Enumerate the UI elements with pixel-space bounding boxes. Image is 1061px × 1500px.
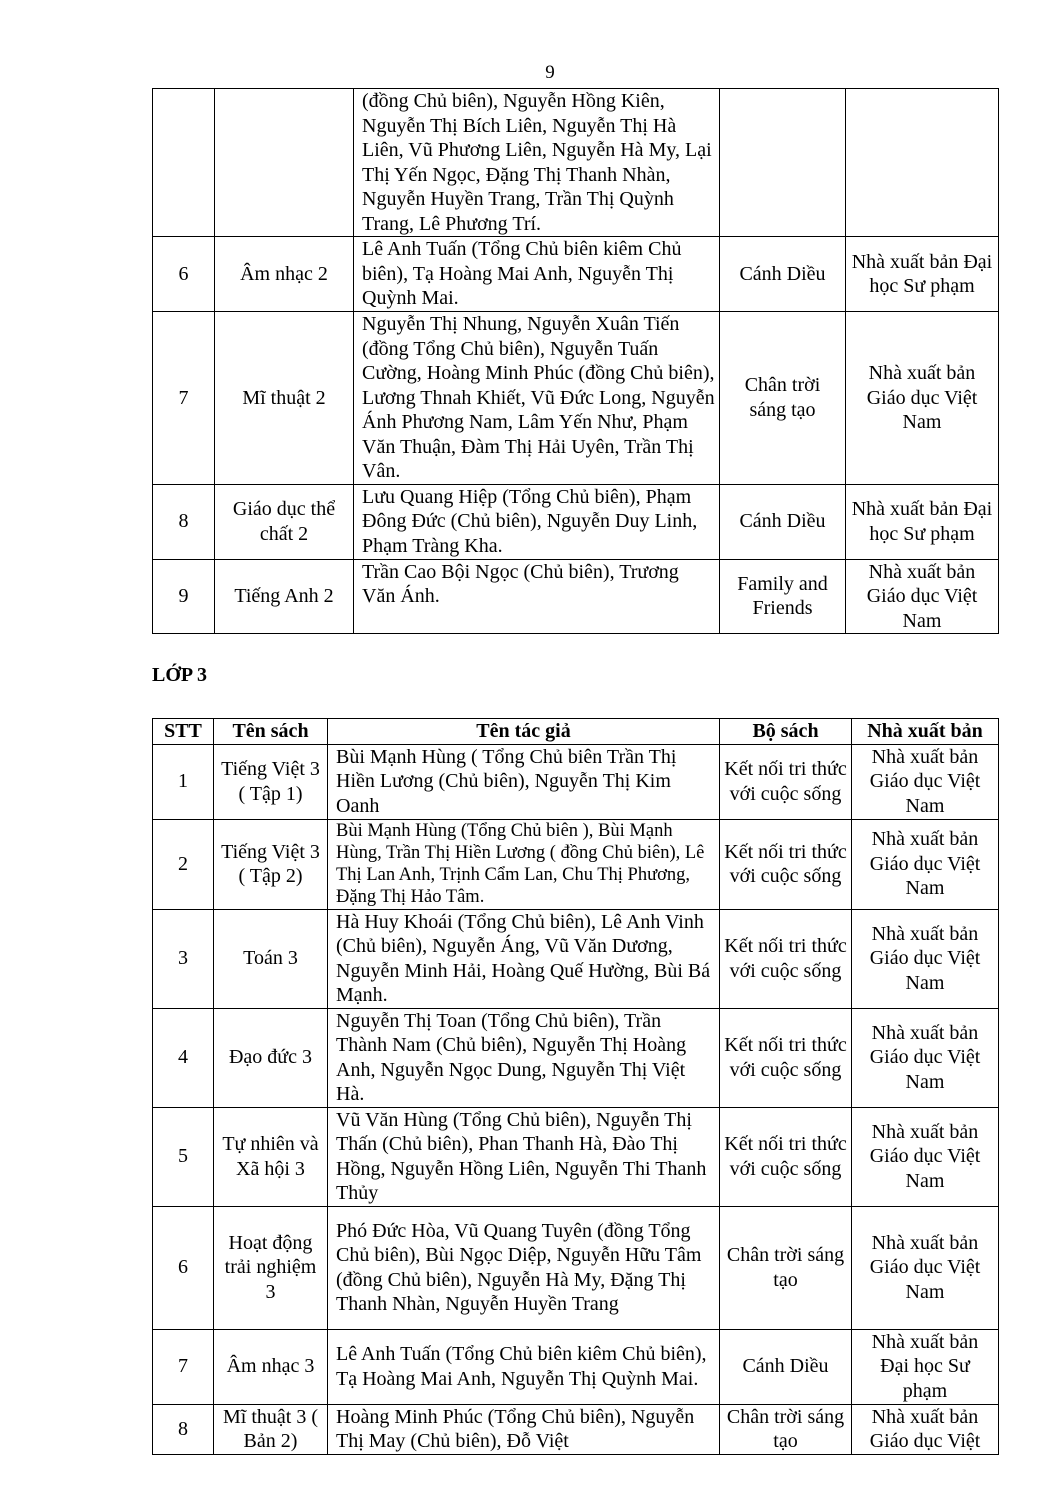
book-title-cell: Đạo đức 3 [214,1008,328,1107]
page-number: 9 [545,62,555,83]
author-cell: (đồng Chủ biên), Nguyễn Hồng Kiên, Nguyễn Thị Bích Liên, Nguyễn Thị Hà Liên, Vũ Phương Liên, Nguyễn Hà My, Lại Thị Yến Ngọc, Đặng Thị Thanh Nhàn, Nguyễn Huyền Trang, Trần Thị Quỳnh Trang, Lê Phương Trí. [354,89,720,237]
table-row [153,1404,999,1454]
publisher-cell: Nhà xuất bản Đại học Sư phạm [846,484,999,559]
header-book-title: Tên sách [214,719,328,745]
table-row [153,909,999,1008]
grade-2-book-table [152,88,999,634]
stt-cell: 8 [153,484,215,559]
table-row [153,1008,999,1107]
stt-cell: 1 [153,744,214,819]
publisher-cell: Nhà xuất bản Giáo dục Việt Nam [852,819,999,909]
stt-cell: 4 [153,1008,214,1107]
book-title-cell: Mĩ thuật 2 [215,312,354,485]
book-title-cell [215,89,354,237]
publisher-cell: Nhà xuất bản Giáo dục Việt Nam [852,1008,999,1107]
header-book-series: Bộ sách [720,719,852,745]
stt-cell: 6 [153,237,215,312]
author-cell: Phó Đức Hòa, Vũ Quang Tuyên (đồng Tổng Chủ biên), Bùi Ngọc Diệp, Nguyễn Hữu Tâm (đồng Chủ biên), Nguyễn Hà My, Đặng Thị Thanh Nhàn, Nguyễn Huyền Trang [328,1206,720,1329]
author-cell: Lưu Quang Hiệp (Tổng Chủ biên), Phạm Đông Đức (Chủ biên), Nguyễn Duy Linh, Phạm Tràng Kha. [354,484,720,559]
book-series-cell: Kết nối tri thức với cuộc sống [720,819,852,909]
author-cell: Lê Anh Tuấn (Tổng Chủ biên kiêm Chủ biên), Tạ Hoàng Mai Anh, Nguyễn Thị Quỳnh Mai. [328,1329,720,1404]
book-series-cell: Family and Friends [720,559,846,634]
publisher-cell: Nhà xuất bản Giáo dục Việt Nam [846,312,999,485]
book-series-cell: Cánh Diều [720,484,846,559]
author-cell: Hà Huy Khoái (Tổng Chủ biên), Lê Anh Vinh (Chủ biên), Nguyễn Áng, Vũ Văn Dương, Nguyễn Minh Hải, Hoàng Quế Hường, Bùi Bá Mạnh. [328,909,720,1008]
book-title-cell: Âm nhạc 2 [215,237,354,312]
book-title-cell: Tiếng Việt 3 ( Tập 2) [214,819,328,909]
publisher-cell: Nhà xuất bản Đại học Sư phạm [852,1329,999,1404]
publisher-cell: Nhà xuất bản Đại học Sư phạm [846,237,999,312]
book-series-cell: Kết nối tri thức với cuộc sống [720,1008,852,1107]
publisher-cell: Nhà xuất bản Giáo dục Việt Nam [846,559,999,634]
book-title-cell: Mĩ thuật 3 ( Bản 2) [214,1404,328,1454]
stt-cell: 3 [153,909,214,1008]
table-row [153,1107,999,1206]
table-row [153,89,999,237]
stt-cell: 2 [153,819,214,909]
book-title-cell: Tiếng Việt 3 ( Tập 1) [214,744,328,819]
book-title-cell: Hoạt động trải nghiệm 3 [214,1206,328,1329]
book-series-cell: Cánh Diều [720,237,846,312]
author-cell: Nguyễn Thị Nhung, Nguyễn Xuân Tiến (đồng Tổng Chủ biên), Nguyễn Tuấn Cường, Hoàng Minh Phúc (đồng Chủ biên), Lương Thnah Khiết, Vũ Đức Long, Nguyễn Ánh Phương Nam, Lâm Yến Như, Phạm Văn Thuận, Đàm Thị Hải Uyên, Trần Thị Vân. [354,312,720,485]
book-series-cell: Chân trời sáng tạo [720,312,846,485]
section-title: LỚP 3 [152,664,208,686]
book-series-cell [720,89,846,237]
author-cell: Hoàng Minh Phúc (Tổng Chủ biên), Nguyễn Thị May (Chủ biên), Đỗ Việt [328,1404,720,1454]
publisher-cell: Nhà xuất bản Giáo dục Việt [852,1404,999,1454]
publisher-cell: Nhà xuất bản Giáo dục Việt Nam [852,1206,999,1329]
publisher-cell: Nhà xuất bản Giáo dục Việt Nam [852,909,999,1008]
book-series-cell: Kết nối tri thức với cuộc sống [720,744,852,819]
book-series-cell: Kết nối tri thức với cuộc sống [720,1107,852,1206]
table-header-row [153,719,999,745]
table-row [153,484,999,559]
table-row [153,1329,999,1404]
book-series-cell: Chân trời sáng tạo [720,1206,852,1329]
author-cell: Nguyễn Thị Toan (Tổng Chủ biên), Trần Thành Nam (Chủ biên), Nguyễn Thị Hoàng Anh, Nguyễn Ngọc Dung, Nguyễn Thị Việt Hà. [328,1008,720,1107]
stt-cell: 7 [153,1329,214,1404]
book-title-cell: Tự nhiên và Xã hội 3 [214,1107,328,1206]
publisher-cell: Nhà xuất bản Giáo dục Việt Nam [852,1107,999,1206]
author-cell: Vũ Văn Hùng (Tổng Chủ biên), Nguyễn Thị Thấn (Chủ biên), Phan Thanh Hà, Đào Thị Hồng, Nguyễn Hồng Liên, Nguyễn Thi Thanh Thủy [328,1107,720,1206]
book-series-cell: Cánh Diều [720,1329,852,1404]
stt-cell: 5 [153,1107,214,1206]
table-row [153,1206,999,1329]
book-title-cell: Tiếng Anh 2 [215,559,354,634]
table-row [153,237,999,312]
header-publisher: Nhà xuất bản [852,719,999,745]
book-series-cell: Kết nối tri thức với cuộc sống [720,909,852,1008]
publisher-cell: Nhà xuất bản Giáo dục Việt Nam [852,744,999,819]
book-series-cell: Chân trời sáng tạo [720,1404,852,1454]
author-cell: Bùi Mạnh Hùng (Tổng Chủ biên ), Bùi Mạnh Hùng, Trần Thị Hiền Lương ( đồng Chủ biên), Lê Thị Lan Anh, Trịnh Cẩm Lan, Chu Thị Phương, Đặng Thị Hảo Tâm. [328,819,720,909]
stt-cell: 9 [153,559,215,634]
stt-cell: 7 [153,312,215,485]
header-stt: STT [153,719,214,745]
table-row [153,819,999,909]
book-title-cell: Toán 3 [214,909,328,1008]
author-cell: Trần Cao Bội Ngọc (Chủ biên), Trương Văn Ánh. [354,559,720,634]
author-cell: Lê Anh Tuấn (Tổng Chủ biên kiêm Chủ biên), Tạ Hoàng Mai Anh, Nguyễn Thị Quỳnh Mai. [354,237,720,312]
grade-3-book-table [152,718,999,1455]
stt-cell: 8 [153,1404,214,1454]
stt-cell: 6 [153,1206,214,1329]
stt-cell [153,89,215,237]
table-row [153,312,999,485]
header-author: Tên tác giả [328,719,720,745]
publisher-cell [846,89,999,237]
book-title-cell: Âm nhạc 3 [214,1329,328,1404]
table-row [153,559,999,634]
book-title-cell: Giáo dục thể chất 2 [215,484,354,559]
table-row [153,744,999,819]
author-cell: Bùi Mạnh Hùng ( Tổng Chủ biên Trần Thị Hiền Lương (Chủ biên), Nguyễn Thị Kim Oanh [328,744,720,819]
